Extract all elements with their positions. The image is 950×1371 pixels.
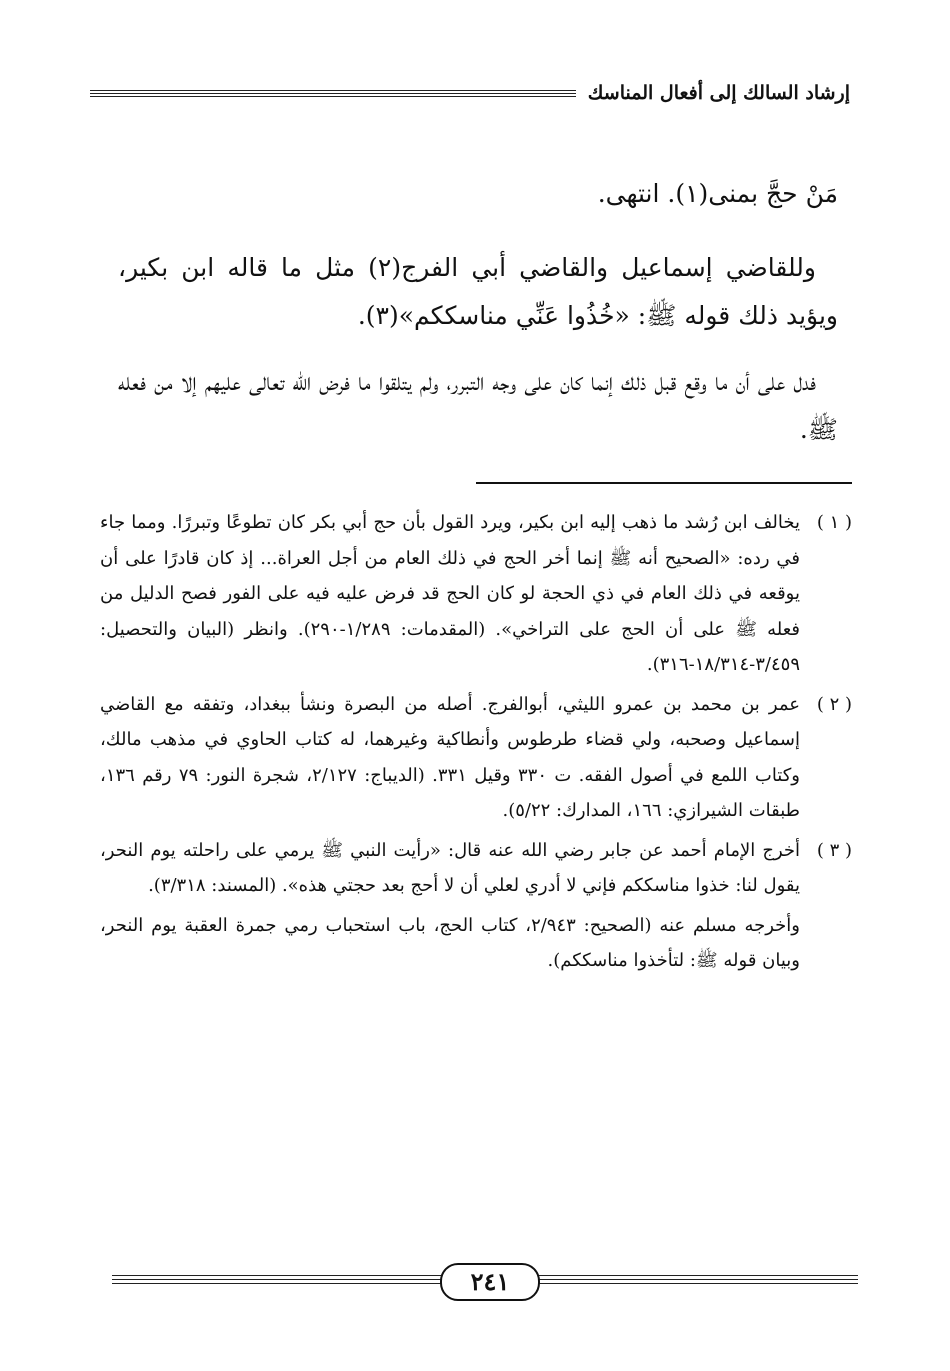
- running-header: [90, 80, 850, 110]
- paragraph-3: [118, 358, 838, 454]
- footnote-number: ( ١ ): [816, 512, 852, 533]
- footnote-number: ( ٣ ): [816, 839, 852, 861]
- paragraph-2-text: وللقاضي إسماعيل والقاضي أبي الفرج(٢) مثل ما قاله ابن بكير، ويؤيد ذلك قوله ﷺ: «خُذُوا عَنِّي مناسككم»(٣).: [118, 253, 838, 330]
- header-title: إرشاد السالك إلى أفعال المناسك: [576, 82, 850, 104]
- paragraph-3-text: فدل على أن ما وقع قبل ذلك إنما كان على وجه التبرر، ولم يتلقوا ما فرض الله تعالى عليهم إلا من فعله ﷺ.: [118, 367, 838, 444]
- main-text: [118, 170, 838, 454]
- footnote-2: [100, 687, 852, 829]
- footnotes: [100, 505, 852, 979]
- footnote-3: [100, 833, 852, 904]
- footnote-3-continuation: وأخرجه مسلم عنه (الصحيح: ٢/٩٤٣، كتاب الحج، باب استحباب رمي جمرة العقبة يوم النحر، وبيان قوله ﷺ: لتأخذوا مناسككم).: [100, 914, 800, 971]
- footnote-text: أخرج الإمام أحمد عن جابر رضي الله عنه قال: «رأيت النبي ﷺ يرمي على راحلته يوم النحر، يقول لنا: خذوا مناسككم فإني لا أدري لعلي أن لا أحج بعد حجتي هذه». (المسند: ٣/٣١٨).: [100, 839, 800, 896]
- page-number: ٢٤١: [440, 1263, 540, 1301]
- footnote-text: يخالف ابن رُشد ما ذهب إليه ابن بكير، ويرد القول بأن حج أبي بكر كان تطوعًا وتبررًا. ومما جاء في رده: «الصحيح أنه ﷺ إنما أخر الحج في ذلك العام من أجل العراة... إذ كان قادرًا على أن يوقعه في ذلك العام في ذي الحجة لو كان الحج قد فرض عليه فيه على الفور فصح الدليل من فعله ﷺ على أن الحج على التراخي». (المقدمات: ١/٢٨٩-٢٩٠). وانظر (البيان والتحصيل: ٣/٤٥٩-١٨/٣١٤-٣١٦).: [100, 512, 800, 675]
- paragraph-2: [118, 244, 838, 340]
- paragraph-1: مَنْ حجَّ بمنى(١). انتهى.: [597, 179, 838, 208]
- footnote-separator: [476, 482, 852, 484]
- footnote-number: ( ٢ ): [816, 693, 852, 715]
- footnote-text: عمر بن محمد بن عمرو الليثي، أبوالفرج. أصله من البصرة ونشأ ببغداد، وتفقه مع القاضي إسماعيل وصحبه، ولي قضاء طرطوس وأنطاكية وغيرهما، له كتاب الحاوي في مذهب مالك، وكتاب اللمع في أصول الفقه. ت ٣٣٠ وقيل ٣٣١. (الديباج: ٢/١٢٧، شجرة النور: ٧٩ رقم ١٣٦، طبقات الشيرازي: ١٦٦، المدارك: ٥/٢٢).: [100, 693, 800, 821]
- footnote-1: [100, 505, 852, 683]
